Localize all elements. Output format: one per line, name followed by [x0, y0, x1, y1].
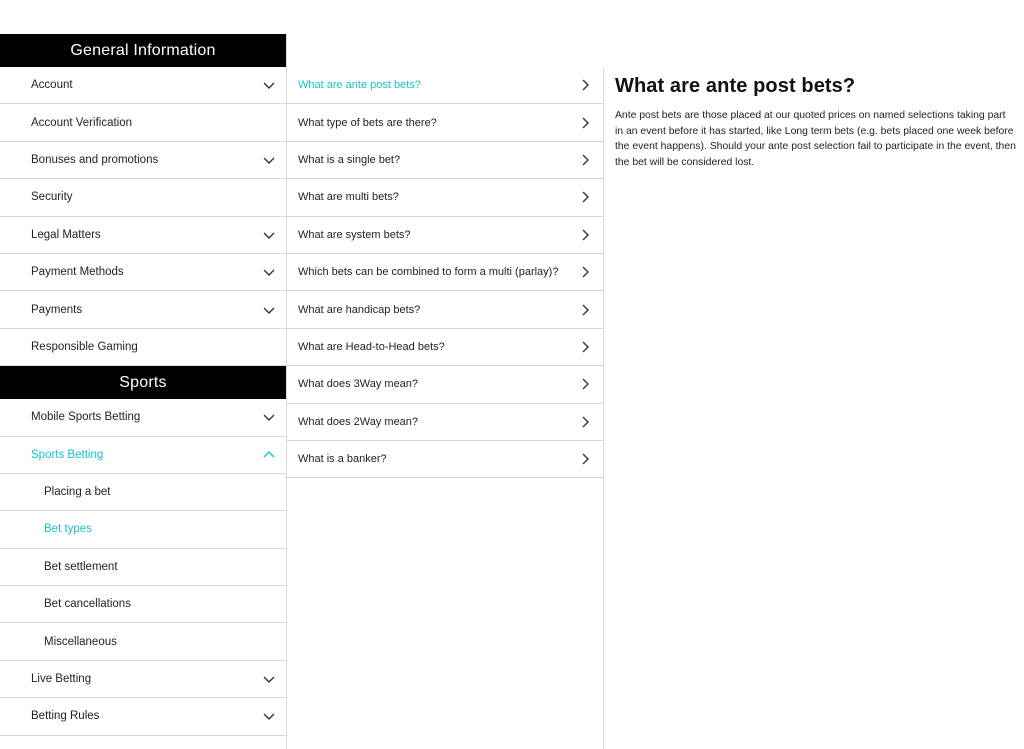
article-body: Ante post bets are those placed at our quoted prices on named selections taking part in an event before it has started, like Long term bets (e.g. bets placed one week before the event happens). Should your ante post selection fail to participate in the event, then the bet will be considered lost. [615, 110, 1016, 168]
sidebar-item[interactable] [0, 437, 286, 474]
question-item[interactable] [287, 329, 603, 366]
chevron-right-icon [578, 228, 592, 242]
sidebar-item[interactable] [0, 217, 286, 254]
question-item[interactable] [287, 217, 603, 254]
section-header: Sports [0, 366, 286, 399]
chevron-right-icon [578, 415, 592, 429]
question-label: What are system bets? [298, 228, 411, 241]
chevron-down-icon [262, 672, 276, 686]
sidebar-item-label: Bet cancellations [44, 598, 131, 611]
question-item[interactable] [287, 441, 603, 478]
sidebar-item-label: Bet settlement [44, 560, 118, 573]
question-label: What does 2Way mean? [298, 415, 419, 428]
question-label: What are handicap bets? [298, 303, 421, 316]
chevron-down-icon [262, 709, 276, 723]
chevron-right-icon [578, 190, 592, 204]
question-label: Which bets can be combined to form a multi (parlay)? [298, 266, 559, 279]
sidebar-item-label: Sports Betting [31, 448, 104, 461]
chevron-right-icon [578, 265, 592, 279]
sidebar-item-label: Payments [31, 303, 83, 316]
sidebar-item[interactable] [0, 291, 286, 328]
chevron-right-icon [578, 153, 592, 167]
sidebar-item-label: Placing a bet [44, 486, 111, 499]
sidebar-subitem[interactable] [0, 549, 286, 586]
sidebar-item[interactable] [0, 399, 286, 436]
sidebar-item[interactable] [0, 104, 286, 141]
sidebar-item-label: Bonuses and promotions [31, 153, 159, 166]
question-label: What is a single bet? [298, 153, 401, 166]
question-list [287, 67, 604, 749]
left-nav [0, 34, 287, 749]
question-label: What are multi bets? [298, 191, 399, 204]
chevron-down-icon [262, 265, 276, 279]
sidebar-item-label: Legal Matters [31, 228, 101, 241]
article-panel [604, 67, 1024, 749]
sidebar-item-label: Responsible Gaming [31, 340, 138, 353]
sidebar-item-label: Account Verification [31, 116, 133, 129]
sidebar-item-label: Miscellaneous [44, 635, 117, 648]
chevron-down-icon [262, 78, 276, 92]
question-item[interactable] [287, 366, 603, 403]
chevron-right-icon [578, 116, 592, 130]
question-label: What type of bets are there? [298, 116, 437, 129]
sidebar-item[interactable] [0, 179, 286, 216]
sidebar-subitem[interactable] [0, 586, 286, 623]
question-label: What is a banker? [298, 453, 387, 466]
chevron-right-icon [578, 78, 592, 92]
sidebar-subitem[interactable] [0, 511, 286, 548]
sidebar-item-label: Payment Methods [31, 266, 124, 279]
question-item[interactable] [287, 104, 603, 141]
chevron-right-icon [578, 377, 592, 391]
chevron-right-icon [578, 340, 592, 354]
sidebar-item[interactable] [0, 254, 286, 291]
chevron-down-icon [262, 410, 276, 424]
article-title: What are ante post bets? [615, 75, 856, 97]
question-label: What are ante post bets? [298, 79, 421, 92]
chevron-down-icon [262, 303, 276, 317]
chevron-down-icon [262, 228, 276, 242]
question-label: What does 3Way mean? [298, 378, 419, 391]
question-item[interactable] [287, 291, 603, 328]
question-item[interactable] [287, 254, 603, 291]
sidebar-subitem[interactable] [0, 474, 286, 511]
question-item[interactable] [287, 404, 603, 441]
sidebar-item[interactable] [0, 329, 286, 366]
sidebar-item[interactable] [0, 698, 286, 735]
section-header: General Information [0, 34, 286, 67]
chevron-up-icon [262, 448, 276, 462]
sidebar-item[interactable] [0, 661, 286, 698]
sidebar-item-label: Account [31, 79, 73, 92]
question-item[interactable] [287, 179, 603, 216]
sidebar-item-label: Security [31, 191, 73, 204]
sidebar-item[interactable] [0, 142, 286, 179]
sidebar-item-label: Betting Rules [31, 710, 100, 723]
sidebar-item-label: Live Betting [31, 673, 92, 686]
chevron-down-icon [262, 153, 276, 167]
sidebar-item[interactable] [0, 67, 286, 104]
question-label: What are Head-to-Head bets? [298, 340, 445, 353]
chevron-right-icon [578, 303, 592, 317]
sidebar-subitem[interactable] [0, 623, 286, 660]
question-item[interactable] [287, 67, 603, 104]
sidebar-item-label: Bet types [44, 523, 92, 536]
question-item[interactable] [287, 142, 603, 179]
sidebar-item-label: Mobile Sports Betting [31, 411, 141, 424]
chevron-right-icon [578, 452, 592, 466]
